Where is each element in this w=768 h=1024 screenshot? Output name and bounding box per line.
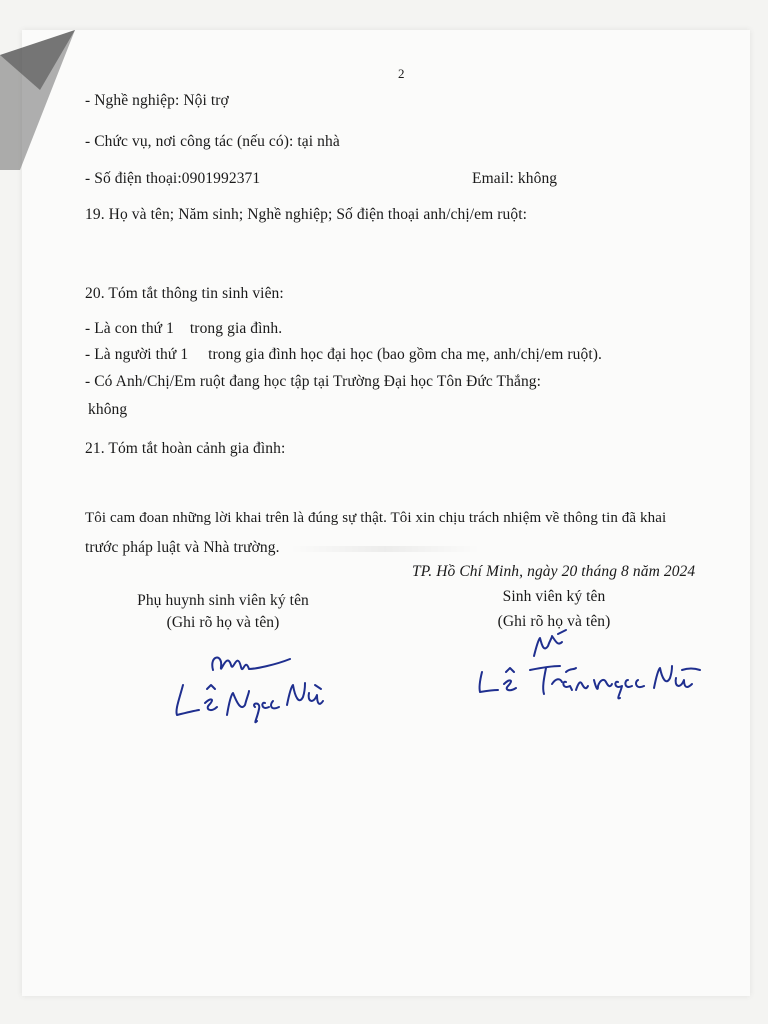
occupation-line: - Nghề nghiệp: Nội trợ <box>85 92 229 109</box>
sibling-at-school-line: - Có Anh/Chị/Em ruột đang học tập tại Trường Đại học Tôn Đức Thắng: <box>85 373 542 390</box>
declaration-line-2: trước pháp luật và Nhà trường. <box>85 539 280 556</box>
section-19-heading: 19. Họ và tên; Năm sinh; Nghề nghiệp; Số điện thoại anh/chị/em ruột: <box>85 206 528 223</box>
student-signature <box>470 628 715 703</box>
email-line: Email: không <box>472 170 558 187</box>
child-order-line: - Là con thứ 1 trong gia đình. <box>85 320 283 337</box>
phone-line: - Số điện thoại:0901992371 <box>85 170 261 187</box>
student-signature-note: (Ghi rõ họ và tên) <box>497 613 611 630</box>
section-20-heading: 20. Tóm tắt thông tin sinh viên: <box>85 285 284 302</box>
parent-signature-note: (Ghi rõ họ và tên) <box>166 614 280 631</box>
parent-signature <box>165 645 340 730</box>
sibling-answer: không <box>88 401 128 418</box>
position-line: - Chức vụ, nơi công tác (nếu có): tại nhà <box>85 133 340 150</box>
student-signature-label: Sinh viên ký tên <box>502 588 606 605</box>
section-21-heading: 21. Tóm tắt hoàn cảnh gia đình: <box>85 440 286 457</box>
scan-smudge <box>290 546 480 552</box>
parent-signature-label: Phụ huynh sinh viên ký tên <box>137 592 309 609</box>
university-order-line: - Là người thứ 1 trong gia đình học đại học (bao gồm cha mẹ, anh/chị/em ruột). <box>85 346 603 363</box>
page-number: 2 <box>398 66 405 81</box>
declaration-line-1: Tôi cam đoan những lời khai trên là đúng sự thật. Tôi xin chịu trách nhiệm về thông tin đã khai <box>85 510 667 526</box>
date-place: TP. Hồ Chí Minh, ngày 20 tháng 8 năm 2024 <box>412 563 696 580</box>
folded-corner-shadow <box>0 30 80 170</box>
